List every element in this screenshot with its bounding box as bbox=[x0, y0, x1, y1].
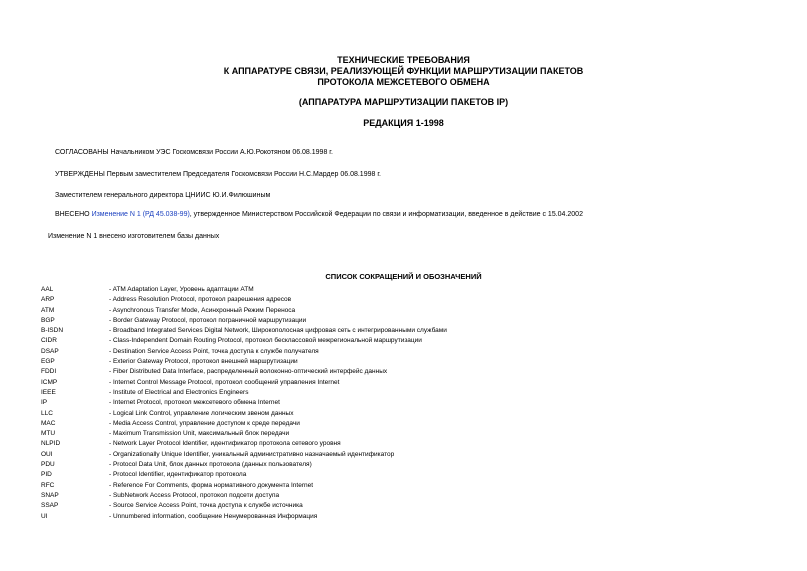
abbreviation-code: AAL bbox=[41, 286, 54, 293]
abbreviation-row bbox=[41, 470, 781, 480]
document-subtitle: (АППАРАТУРА МАРШРУТИЗАЦИИ ПАКЕТОВ IP) bbox=[298, 97, 509, 107]
abbreviation-code: EGP bbox=[41, 358, 55, 366]
abbreviation-code: UI bbox=[41, 512, 48, 520]
introduced-text bbox=[55, 210, 583, 219]
title-line-1: ТЕХНИЧЕСКИЕ ТРЕБОВАНИЯ bbox=[337, 55, 470, 65]
abbreviation-code: CIDR bbox=[41, 337, 57, 345]
abbreviation-row bbox=[41, 285, 781, 295]
abbreviation-definition: - Address Resolution Protocol, протокол разрешения адресов bbox=[109, 296, 292, 304]
abbreviation-row bbox=[41, 357, 781, 367]
abbreviation-row bbox=[41, 295, 781, 305]
deputy-text: Заместителем генерального директора ЦНИИС Ю.И.Филюшиным bbox=[55, 192, 271, 199]
abbreviation-row bbox=[41, 429, 781, 439]
abbreviation-row bbox=[41, 398, 781, 408]
abbreviation-code: PID bbox=[41, 471, 52, 479]
abbreviation-code: B-ISDN bbox=[41, 327, 64, 335]
abbreviation-code: IP bbox=[41, 399, 48, 407]
abbreviation-code: RFC bbox=[41, 481, 55, 489]
abbreviation-code: SSAP bbox=[41, 502, 59, 510]
abbreviation-code: DSAP bbox=[41, 347, 59, 355]
agreed-text: СОГЛАСОВАНЫ Начальником УЭС Госкомсвязи России А.Ю.Рокотяном 06.08.1998 г. bbox=[55, 149, 333, 156]
abbreviation-code: MAC bbox=[41, 419, 56, 427]
abbreviation-definition: - Logical Link Control, управление логическим звеном данных bbox=[109, 409, 294, 417]
abbreviation-row bbox=[41, 439, 781, 449]
approved-text: УТВЕРЖДЕНЫ Первым заместителем Председателя Госкомсвязи России Н.С.Мардер 06.08.1998 г. bbox=[55, 171, 381, 178]
abbreviation-code: ICMP bbox=[41, 378, 58, 386]
abbreviation-definition: - ATM Adaptation Layer, Уровень адаптации ATM bbox=[109, 286, 254, 293]
abbreviation-row bbox=[41, 491, 781, 501]
abbreviation-code: MTU bbox=[41, 430, 56, 438]
abbreviation-row bbox=[41, 326, 781, 336]
abbreviation-definition: - Reference For Comments, форма нормативного документа Internet bbox=[109, 481, 314, 489]
abbreviation-definition: - Fiber Distributed Data Interface, распределенный волоконно-оптический интерфейс данных bbox=[109, 368, 388, 376]
abbreviation-definition: - Organizationally Unique Identifier, уникальный административно назначаемый идентификатор bbox=[109, 450, 395, 458]
document-title bbox=[0, 55, 807, 88]
abbreviation-definition: - Internet Control Message Protocol, протокол сообщений управления Internet bbox=[109, 378, 340, 386]
abbreviation-definition: - Institute of Electrical and Electronics Engineers bbox=[109, 388, 249, 396]
abbreviation-row bbox=[41, 336, 781, 346]
abbreviation-definition: - Network Layer Protocol Identifier, идентификатор протокола сетевого уровня bbox=[109, 440, 341, 448]
abbreviation-row bbox=[41, 512, 781, 522]
abbreviation-row bbox=[41, 388, 781, 398]
abbreviations-title: СПИСОК СОКРАЩЕНИЙ И ОБОЗНАЧЕНИЙ bbox=[325, 272, 482, 281]
abbreviation-definition: - Border Gateway Protocol, протокол пограничной маршрутизации bbox=[109, 316, 307, 324]
introduced-prefix: ВНЕСЕНО bbox=[55, 211, 92, 218]
abbreviation-definition: - Source Service Access Point, точка доступа к службе источника bbox=[109, 502, 303, 510]
introduced-suffix: , утвержденное Министерством Российской Федерации по связи и информатизации, введенное в действие с 15.04.2002 bbox=[189, 211, 583, 218]
abbreviation-row bbox=[41, 378, 781, 388]
abbreviation-row bbox=[41, 501, 781, 511]
abbreviation-code: LLC bbox=[41, 409, 53, 417]
abbreviation-row bbox=[41, 409, 781, 419]
abbreviation-row bbox=[41, 347, 781, 357]
abbreviation-definition: - Unnumbered information, сообщение Ненумерованная Информация bbox=[109, 512, 318, 520]
abbreviation-code: BGP bbox=[41, 316, 55, 324]
document-edition: РЕДАКЦИЯ 1-1998 bbox=[363, 118, 444, 128]
abbreviation-code: ARP bbox=[41, 296, 55, 304]
abbreviation-row bbox=[41, 306, 781, 316]
abbreviation-row bbox=[41, 460, 781, 470]
abbreviation-definition: - Broadband Integrated Services Digital Network, Широкополосная цифровая сеть с интегрированными службами bbox=[109, 327, 447, 335]
amendment-note: Изменение N 1 внесено изготовителем базы данных bbox=[48, 233, 220, 240]
abbreviation-row bbox=[41, 419, 781, 429]
amendment-link[interactable]: Изменение N 1 (РД 45.038-99) bbox=[91, 211, 190, 218]
abbreviation-definition: - Protocol Identifier, идентификатор протокола bbox=[109, 471, 247, 479]
abbreviation-definition: - Class-Independent Domain Routing Protocol, протокол бесклассовой межрегиональной маршрутизации bbox=[109, 337, 422, 345]
abbreviation-row bbox=[41, 316, 781, 326]
abbreviation-code: PDU bbox=[41, 461, 55, 469]
abbreviation-code: IEEE bbox=[41, 388, 56, 396]
abbreviation-definition: - Maximum Transmission Unit, максимальный блок передачи bbox=[109, 430, 290, 438]
abbreviation-definition: - Media Access Control, управление доступом к среде передачи bbox=[109, 419, 300, 427]
title-line-3: ПРОТОКОЛА МЕЖСЕТЕВОГО ОБМЕНА bbox=[317, 77, 490, 87]
title-line-2: К АППАРАТУРЕ СВЯЗИ, РЕАЛИЗУЮЩЕЙ ФУНКЦИИ МАРШРУТИЗАЦИИ ПАКЕТОВ bbox=[223, 66, 584, 76]
abbreviation-code: FDDI bbox=[41, 368, 57, 376]
abbreviation-definition: - Asynchronous Transfer Mode, Асинхронный Режим Переноса bbox=[109, 306, 296, 314]
abbreviation-code: OUI bbox=[41, 450, 53, 458]
abbreviation-definition: - Destination Service Access Point, точка доступа к службе получателя bbox=[109, 347, 319, 355]
abbreviation-code: SNAP bbox=[41, 491, 59, 499]
abbreviation-definition: - SubNetwork Access Protocol, протокол подсети доступа bbox=[109, 491, 280, 499]
abbreviation-code: ATM bbox=[41, 306, 55, 314]
abbreviation-definition: - Internet Protocol, протокол межсетевого обмена Internet bbox=[109, 399, 280, 407]
abbreviation-row bbox=[41, 450, 781, 460]
abbreviation-definition: - Protocol Data Unit, блок данных протокола (данных пользователя) bbox=[109, 461, 312, 469]
abbreviation-row bbox=[41, 367, 781, 377]
abbreviations-list bbox=[41, 285, 781, 522]
abbreviation-definition: - Exterior Gateway Protocol, протокол внешней маршрутизации bbox=[109, 358, 298, 366]
abbreviation-row bbox=[41, 481, 781, 491]
abbreviation-code: NLPID bbox=[41, 440, 61, 448]
